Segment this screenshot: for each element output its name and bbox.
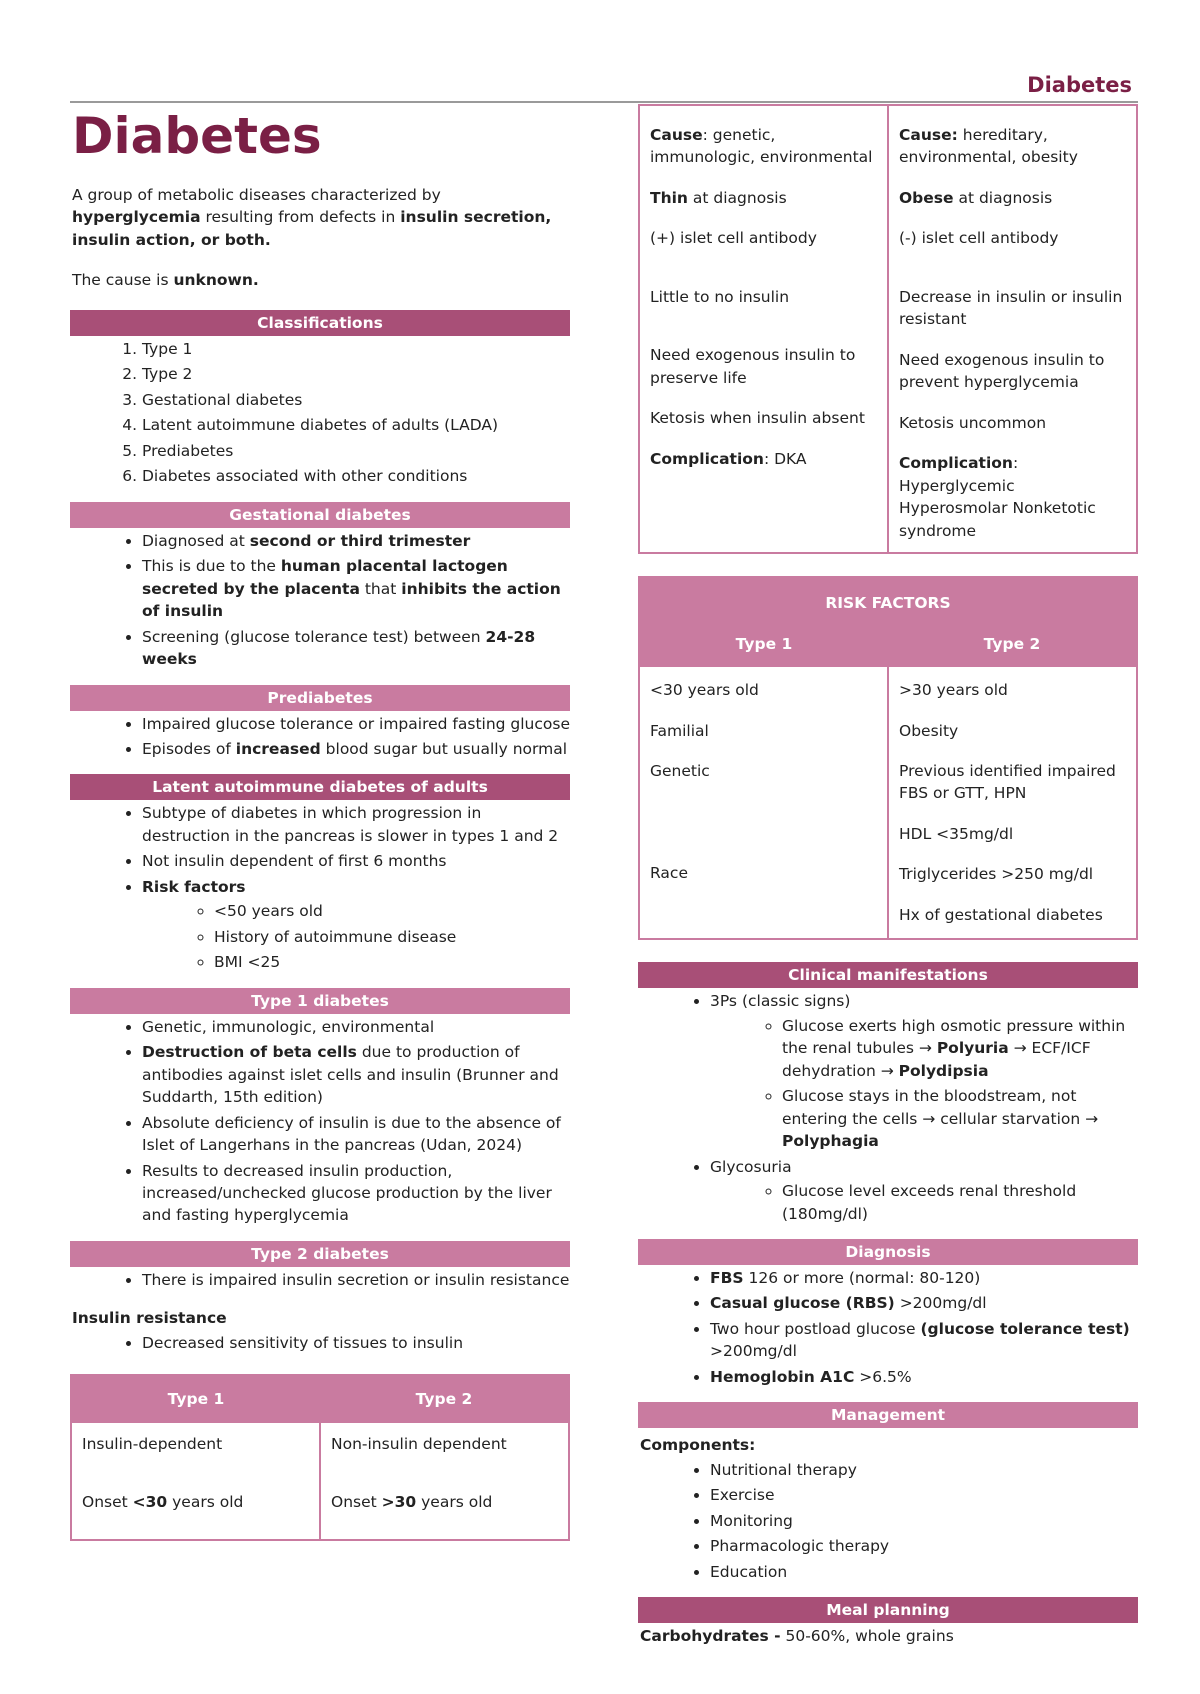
text-part: Glucose exerts high osmotic pressure within the renal tubules → — [782, 1016, 1126, 1058]
insulin-resistance-heading: Insulin resistance — [72, 1309, 227, 1328]
list-item — [142, 530, 570, 552]
antibody-line: (-) islet cell antibody — [899, 229, 1059, 248]
table-header: Type 1 — [71, 1375, 320, 1422]
clinical-sublist — [710, 1015, 1138, 1153]
text-part: due to production of antibodies against islet cells and insulin (Brunner and Suddarth, 15th edition) — [142, 1043, 559, 1107]
page-title: Diabetes — [72, 107, 322, 165]
list-item: • Nutritional therapy — [710, 1459, 1138, 1481]
list-item: 1. Type 1 — [142, 338, 570, 360]
antibody-line: (+) islet cell antibody — [650, 229, 817, 248]
text-part: Hyperglycemic Hyperosmolar Nonketotic syndrome — [899, 476, 1096, 540]
list-item: • Results to decreased insulin production, increased/unchecked glucose production by the liver and fasting hyperglycemia — [142, 1160, 570, 1227]
management-list — [638, 1459, 1138, 1583]
risk-factors-table — [638, 576, 1138, 940]
sub-list-item — [782, 1015, 1138, 1082]
cause-text — [72, 269, 570, 291]
classifications-header: Classifications — [70, 310, 570, 336]
definition-emph: insulin secretion, insulin action, or both. — [72, 208, 552, 249]
text-part: hereditary, environmental, obesity — [899, 126, 1078, 167]
text-part: >6.5% — [854, 1367, 912, 1386]
list-item: • Genetic, immunologic, environmental — [142, 1016, 570, 1038]
cause-comparison-table — [638, 104, 1138, 554]
list-item — [710, 1156, 1138, 1225]
text-part: Two hour postload glucose — [710, 1319, 921, 1338]
list-item — [710, 990, 1138, 1152]
text-emph: Casual glucose (RBS) — [710, 1294, 895, 1313]
table-cell: Non-insulin dependent — [331, 1434, 507, 1453]
sub-list-item: ◦ <50 years old — [214, 900, 570, 922]
text-emph: second or third trimester — [249, 531, 471, 550]
text-emph: Cause — [650, 126, 703, 144]
table-header: Type 1 — [639, 625, 888, 667]
text-emph: Hemoglobin A1C — [710, 1367, 855, 1386]
text-emph: (glucose tolerance test) — [920, 1319, 1130, 1338]
diagnosis-header: Diagnosis — [638, 1239, 1138, 1265]
risk-item: Hx of gestational diabetes — [899, 905, 1103, 924]
list-item: • Decreased sensitivity of tissues to insulin — [142, 1332, 570, 1354]
table-cell — [320, 1481, 569, 1540]
text-part: This is due to the — [142, 557, 281, 576]
table-header: Type 2 — [320, 1375, 569, 1422]
list-item: • Exercise — [710, 1484, 1138, 1506]
ketosis-line: Ketosis when insulin absent — [650, 409, 865, 428]
list-item: 2. Type 2 — [142, 363, 570, 385]
text-part: Screening (glucose tolerance test) between — [142, 627, 486, 646]
list-item — [142, 626, 570, 671]
type1-risk-cell — [639, 667, 888, 939]
header-rule — [70, 101, 1138, 103]
ketosis-line: Ketosis uncommon — [899, 413, 1047, 432]
list-item — [142, 555, 570, 622]
text-part: that — [359, 579, 402, 598]
risk-factors-title: RISK FACTORS — [639, 577, 1137, 624]
gestational-header: Gestational diabetes — [70, 502, 570, 528]
lada-list — [70, 802, 570, 973]
list-item: • Not insulin dependent of first 6 months — [142, 850, 570, 872]
type2-list — [70, 1269, 570, 1291]
list-item: • Education — [710, 1561, 1138, 1583]
risk-item: >30 years old — [899, 681, 1008, 700]
text-emph: increased — [235, 739, 321, 758]
prediabetes-list — [70, 713, 570, 761]
text-emph: human placental lactogen secreted by the placenta — [142, 557, 508, 598]
list-item — [710, 1267, 1138, 1289]
text-part: : genetic, immunologic, environmental — [650, 126, 873, 167]
meal-planning-header: Meal planning — [638, 1597, 1138, 1623]
text-emph: 24-28 weeks — [142, 627, 536, 669]
list-item — [142, 738, 570, 760]
text-emph: Cause: — [899, 126, 958, 144]
table-row — [639, 105, 1137, 553]
insulin-resistance-list — [70, 1332, 570, 1354]
text-part: Onset — [331, 1492, 382, 1511]
right-column — [638, 104, 1138, 1648]
text-part: Episodes of — [142, 739, 236, 758]
table-header: Type 2 — [888, 625, 1137, 667]
list-item — [142, 1041, 570, 1108]
list-item: 3. Gestational diabetes — [142, 389, 570, 411]
complication-line — [899, 452, 1126, 542]
glycosuria-sublist — [710, 1180, 1138, 1225]
list-item — [710, 1318, 1138, 1363]
type2-header: Type 2 diabetes — [70, 1241, 570, 1267]
text-part: at diagnosis — [953, 188, 1053, 207]
list-item: • Pharmacologic therapy — [710, 1535, 1138, 1557]
text-emph: FBS — [710, 1269, 744, 1287]
complication-line — [650, 448, 877, 470]
running-header-title: Diabetes — [1027, 73, 1132, 97]
table-row — [71, 1423, 569, 1481]
insulin-line: Decrease in insulin or insulin resistant — [899, 287, 1123, 329]
prediabetes-header: Prediabetes — [70, 685, 570, 711]
text-emph: Complication — [899, 454, 1013, 473]
text-part: blood sugar but usually normal — [320, 739, 568, 758]
risk-item: <30 years old — [650, 681, 759, 700]
risk-item: Race — [650, 864, 688, 883]
management-header: Management — [638, 1402, 1138, 1428]
text-part: years old — [416, 1492, 493, 1511]
list-item — [142, 876, 570, 974]
table-row — [639, 667, 1137, 939]
table-row — [71, 1481, 569, 1540]
text-part: >200mg/dl — [894, 1294, 987, 1313]
lada-header: Latent autoimmune diabetes of adults — [70, 774, 570, 800]
risk-item: Triglycerides >250 mg/dl — [899, 865, 1094, 884]
text-part: >200mg/dl — [710, 1342, 797, 1361]
table-cell — [71, 1481, 320, 1540]
type1-list — [70, 1016, 570, 1227]
definition-emph: hyperglycemia — [72, 208, 201, 227]
risk-item: Previous identified impaired FBS or GTT, HPN — [899, 761, 1116, 803]
diagnosis-list — [638, 1267, 1138, 1388]
list-item: 6. Diabetes associated with other conditions — [142, 465, 570, 487]
risk-item: Familial — [650, 721, 709, 740]
risk-item: Obesity — [899, 721, 959, 740]
type1-cell — [639, 105, 888, 553]
table-cell: Insulin-dependent — [71, 1423, 320, 1481]
text-emph: <30 — [132, 1492, 168, 1511]
text-emph: Carbohydrates - — [640, 1627, 781, 1646]
text-emph: Destruction of beta cells — [142, 1043, 357, 1062]
list-item: 5. Prediabetes — [142, 440, 570, 462]
text-part: 3Ps (classic signs) — [710, 992, 851, 1011]
lada-risk-sublist — [142, 900, 570, 973]
clinical-list — [638, 990, 1138, 1225]
text-part: → ECF/ICF dehydration → — [782, 1039, 1091, 1080]
type2-risk-cell — [888, 667, 1137, 939]
text-part: Onset — [82, 1492, 133, 1511]
definition-text — [72, 184, 570, 251]
text-emph: Complication — [650, 449, 764, 468]
cause-line — [650, 124, 877, 169]
text-emph: >30 — [381, 1492, 417, 1511]
text-part: Glucose stays in the bloodstream, not entering the cells → cellular starvation → — [782, 1087, 1099, 1128]
definition-part: A group of metabolic diseases characterized by — [72, 186, 441, 204]
sub-list-item: ◦ History of autoimmune disease — [214, 926, 570, 948]
text-part: 50-60%, whole grains — [780, 1627, 954, 1646]
gestational-list — [70, 530, 570, 671]
list-item — [710, 1366, 1138, 1388]
text-part: at diagnosis — [687, 188, 787, 207]
carbohydrates-line — [640, 1625, 1138, 1647]
classifications-list — [70, 338, 570, 488]
components-label: Components: — [640, 1436, 756, 1455]
cause-line — [899, 124, 1126, 169]
need-line: Need exogenous insulin to prevent hyperglycemia — [899, 350, 1105, 392]
text-emph: Polydipsia — [898, 1061, 989, 1080]
text-part: Glycosuria — [710, 1157, 792, 1176]
text-part: : — [1012, 454, 1019, 473]
list-item — [710, 1292, 1138, 1314]
insulin-line: Little to no insulin — [650, 287, 790, 306]
cause-emph: unknown. — [173, 271, 259, 290]
sub-list-item: ◦ BMI <25 — [214, 951, 570, 973]
list-item: • Subtype of diabetes in which progression in destruction in the pancreas is slower in types 1 and 2 — [142, 802, 570, 847]
text-emph: Obese — [899, 188, 954, 207]
text-part: years old — [167, 1492, 244, 1511]
cause-part: The cause is — [72, 271, 174, 290]
text-part: : DKA — [763, 449, 807, 468]
text-emph: Polyphagia — [782, 1132, 879, 1151]
text-emph: inhibits the action of insulin — [142, 579, 561, 621]
text-emph: Polyuria — [936, 1039, 1009, 1058]
text-emph: Thin — [650, 188, 688, 207]
list-item: • There is impaired insulin secretion or insulin resistance — [142, 1269, 570, 1291]
sub-list-item: ◦ Glucose level exceeds renal threshold (180mg/dl) — [782, 1180, 1138, 1225]
risk-item: Genetic — [650, 761, 710, 780]
type2-cell — [888, 105, 1137, 553]
sub-list-item — [782, 1085, 1138, 1152]
need-line: Need exogenous insulin to preserve life — [650, 346, 856, 387]
risk-factors-label: Risk factors — [142, 877, 246, 896]
text-part: 126 or more (normal: 80-120) — [743, 1269, 981, 1287]
list-item: • Impaired glucose tolerance or impaired fasting glucose — [142, 713, 570, 735]
diagnosis-build-line — [650, 187, 877, 209]
left-column — [70, 104, 570, 1541]
risk-item: HDL <35mg/dl — [899, 824, 1014, 843]
list-item: • Monitoring — [710, 1510, 1138, 1532]
intro-section — [72, 184, 570, 292]
list-item: • Absolute deficiency of insulin is due to the absence of Islet of Langerhans in the pancreas (Udan, 2024) — [142, 1112, 570, 1157]
list-item: 4. Latent autoimmune diabetes of adults (LADA) — [142, 414, 570, 436]
diagnosis-build-line — [899, 187, 1126, 209]
clinical-header: Clinical manifestations — [638, 962, 1138, 988]
type-comparison-table — [70, 1374, 570, 1540]
definition-part: resulting from defects in — [200, 208, 401, 227]
type1-header: Type 1 diabetes — [70, 988, 570, 1014]
text-part: Diagnosed at — [142, 531, 250, 550]
